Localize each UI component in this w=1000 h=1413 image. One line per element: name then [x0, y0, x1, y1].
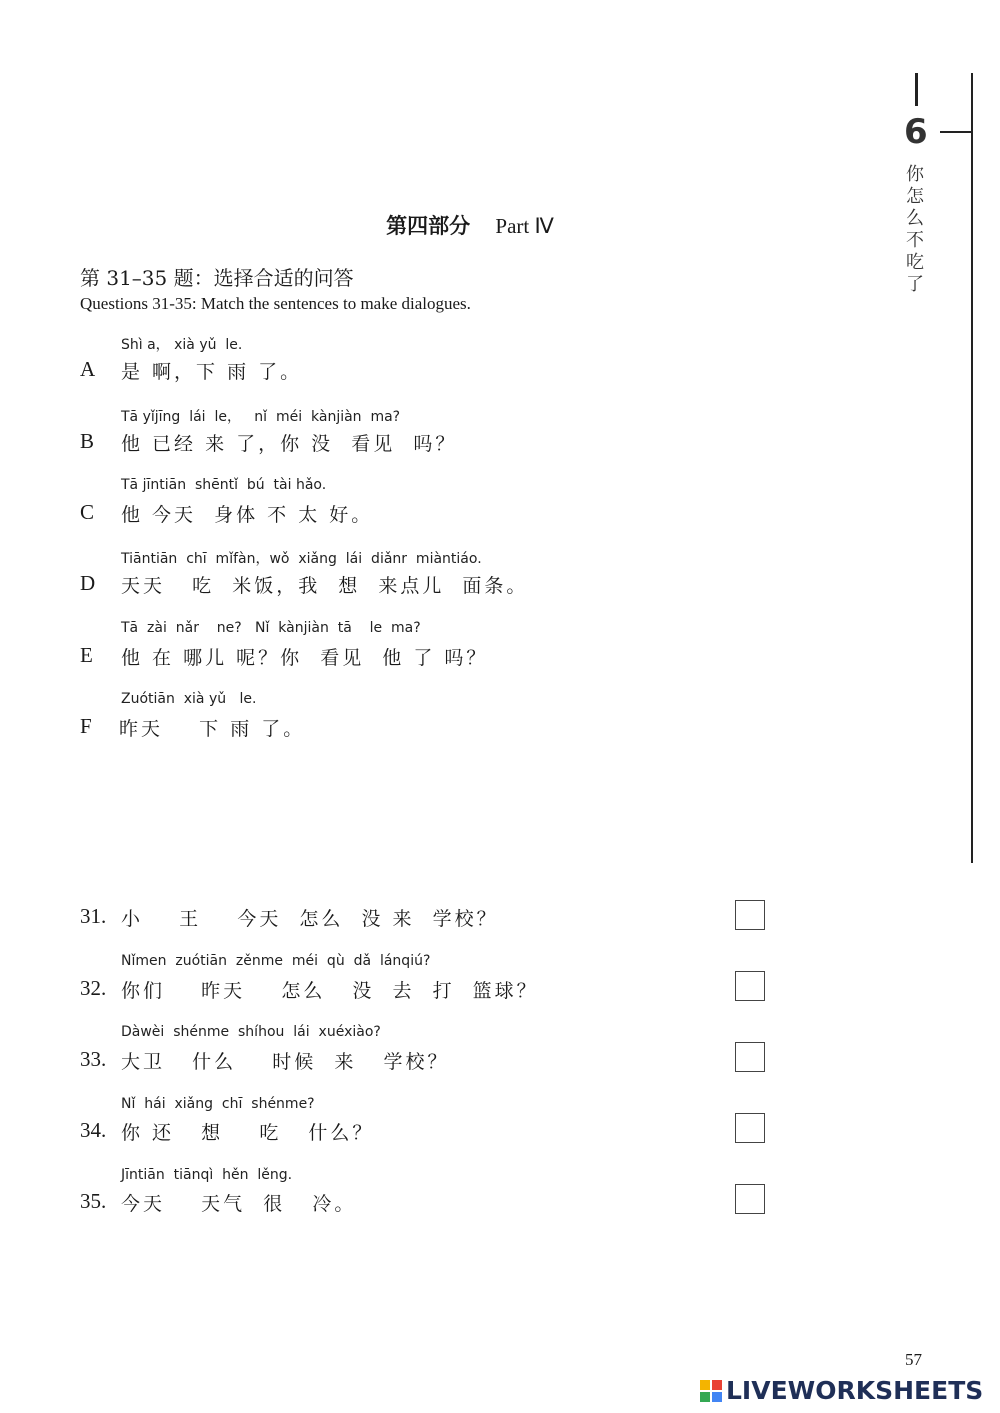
question-32-pinyin: Nǐmen zuótiān zěnme méi qù dǎ lánqiú?: [121, 953, 431, 969]
section-title: [0, 210, 940, 240]
option-d-pinyin: Tiāntiān chī mǐfàn，wǒ xiǎng lái diǎnr miàntiáo.: [121, 551, 482, 567]
answer-box-34[interactable]: [735, 1113, 765, 1143]
option-a-letter: A: [80, 357, 96, 381]
question-32-number: 32.: [80, 976, 107, 1000]
option-b-pinyin: Tā yǐjīng lái le， nǐ méi kànjiàn ma?: [121, 409, 401, 425]
liveworksheets-logo: [700, 1376, 983, 1405]
chapter-number: 6: [904, 112, 928, 152]
liveworksheets-brand: LIVEWORKSHEETS: [726, 1376, 984, 1405]
option-d-text: 天天 吃 米饭，我 想 来点儿 面条。: [121, 575, 529, 597]
option-b-text: 他 已经 来 了，你 没 看见 吗？: [121, 433, 458, 455]
option-e-pinyin: Tā zài nǎr ne? Nǐ kànjiàn tā le ma?: [121, 620, 421, 636]
question-34-number: 34.: [80, 1118, 107, 1142]
option-c-letter: C: [80, 500, 95, 524]
question-35-number: 35.: [80, 1189, 107, 1213]
question-31-text: 小 王 今天 怎么 没 来 学校？: [121, 908, 499, 930]
question-33-pinyin: Dàwèi shénme shíhou lái xuéxiào?: [121, 1024, 381, 1040]
option-a-pinyin: Shì a， xià yǔ le.: [121, 337, 243, 353]
option-e-letter: E: [80, 643, 93, 667]
page-edge-line: [971, 73, 973, 863]
option-f-text: 昨天 下 雨 了。: [119, 718, 306, 740]
page-number: 57: [905, 1350, 922, 1369]
question-33-text: 大卫 什么 时候 来 学校？: [121, 1051, 450, 1073]
question-34-pinyin: Nǐ hái xiǎng chī shénme?: [121, 1096, 315, 1112]
question-35-pinyin: Jīntiān tiānqì hěn lěng.: [121, 1167, 293, 1183]
section-title-part: Part Ⅳ: [495, 214, 554, 238]
section-title-cn: 第四部分: [386, 213, 471, 238]
answer-box-33[interactable]: [735, 1042, 765, 1072]
option-c-text: 他 今天 身体 不 太 好。: [121, 504, 374, 526]
option-c-pinyin: Tā jīntiān shēntǐ bú tài hǎo.: [121, 477, 327, 493]
question-34-text: 你 还 想 吃 什么？: [121, 1122, 375, 1144]
option-e-text: 他 在 哪儿 呢？你 看见 他 了 吗？: [121, 647, 489, 669]
answer-box-35[interactable]: [735, 1184, 765, 1214]
option-f-pinyin: Zuótiān xià yǔ le.: [121, 691, 257, 707]
option-a-text: 是 啊，下 雨 了。: [121, 361, 303, 383]
chapter-title: 你怎么不吃了: [906, 164, 924, 295]
question-31-number: 31.: [80, 904, 107, 928]
liveworksheets-logo-icon: [700, 1380, 722, 1402]
option-b-letter: B: [80, 429, 95, 453]
option-d-letter: D: [80, 571, 96, 595]
question-33-number: 33.: [80, 1047, 107, 1071]
question-35-text: 今天 天气 很 冷。: [121, 1193, 357, 1215]
instructions-en: Questions 31-35: Match the sentences to make dialogues.: [80, 294, 471, 313]
answer-box-32[interactable]: [735, 971, 765, 1001]
chapter-top-line: [915, 73, 918, 106]
option-f-letter: F: [80, 714, 92, 738]
instructions-cn: 第 31–35 题：选择合适的问答: [80, 266, 354, 290]
question-32-text: 你们 昨天 怎么 没 去 打 篮球？: [121, 980, 539, 1002]
chapter-tick-line: [940, 131, 972, 133]
answer-box-31[interactable]: [735, 900, 765, 930]
